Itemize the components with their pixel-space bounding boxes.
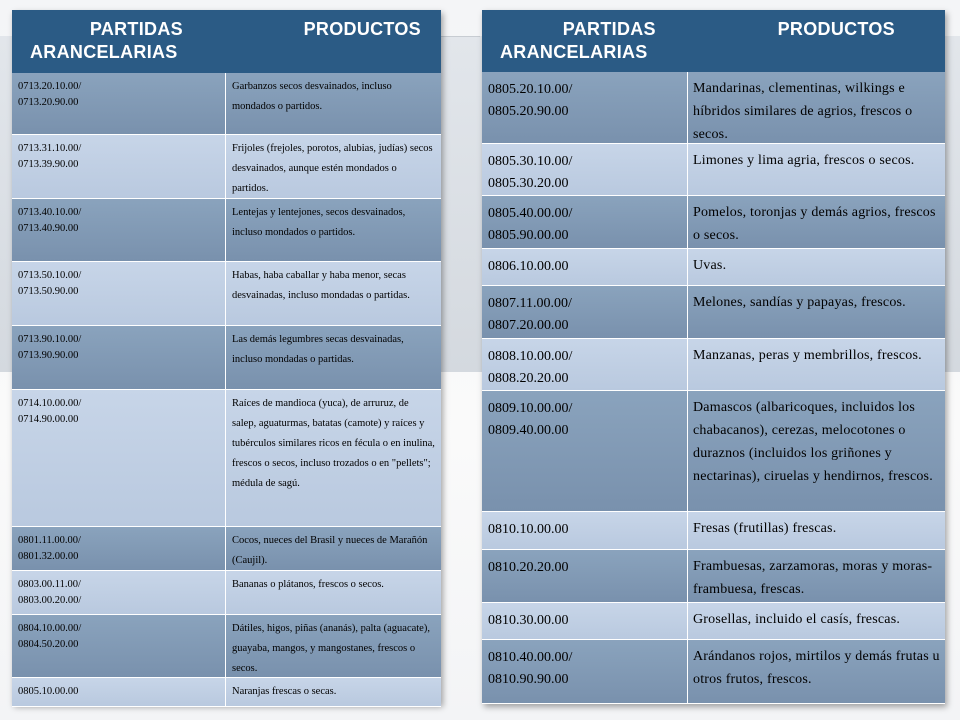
tariff-code: 0805.30.10.00/ 0805.30.20.00 [482,144,688,195]
product-description: Grosellas, incluido el casís, frescas. [693,612,901,627]
header-productos: PRODUCTOS [303,19,421,39]
header-productos: PRODUCTOS [777,19,895,39]
product-description: Dátiles, higos, piñas (ananás), palta (aguacate), guayaba, mangos, y mangostanes, frescos o secos. [232,623,430,674]
product-description: Melones, sandías y papayas, frescos. [693,295,906,310]
left-table-body [12,73,441,707]
product-description: Uvas. [693,258,727,273]
product-description: Garbanzos secos desvainados, incluso mondados o partidos. [232,81,392,112]
tariff-code: 0810.10.00.00 [482,512,688,549]
product-description: Frijoles (frejoles, porotos, alubias, judías) secos desvainados, aunque estén mondados o partidos. [232,143,433,194]
right-table-body [482,72,945,704]
table-row [482,512,945,550]
header-arancelarias: ARANCELARIAS [500,42,648,62]
product-description: Lentejas y lentejones, secos desvainados, incluso mondados o partidos. [232,207,406,238]
table-row [482,196,945,249]
header-partidas: PARTIDAS [562,19,656,39]
tariff-code: 0713.50.10.00/ 0713.50.90.00 [12,262,226,325]
tariff-code: 0804.10.00.00/ 0804.50.20.00 [12,615,226,677]
product-description: Raíces de mandioca (yuca), de arruruz, de salep, aguaturmas, batatas (camote) y raíces y tubérculos similares ricos en fécula o en inulina, frescos o secos, incluso trozados o en "pellets"; médula de sagú. [232,398,435,489]
tariff-code: 0805.40.00.00/ 0805.90.00.00 [482,196,688,248]
table-row [482,391,945,512]
table-row [482,249,945,286]
tariff-code: 0713.31.10.00/ 0713.39.90.00 [12,135,226,198]
header-partidas: PARTIDAS [89,19,183,39]
tariff-code: 0810.40.00.00/ 0810.90.90.00 [482,640,688,703]
tariff-code: 0713.20.10.00/ 0713.20.90.00 [12,73,226,134]
table-row [12,262,441,326]
table-row [482,603,945,640]
product-description: Limones y lima agria, frescos o secos. [693,153,915,168]
product-description: Fresas (frutillas) frescas. [693,521,837,536]
tariff-code: 0810.30.00.00 [482,603,688,639]
table-row [12,390,441,527]
tariff-code: 0803.00.11.00/ 0803.00.20.00/ [12,571,226,614]
table-row [12,199,441,262]
tariff-code: 0801.11.00.00/ 0801.32.00.00 [12,527,226,570]
table-row [482,286,945,339]
tariff-code: 0713.40.10.00/ 0713.40.90.00 [12,199,226,261]
product-description: Damascos (albaricoques, incluidos los chabacanos), cerezas, melocotones o duraznos (incluidos los griñones y nectarinas), ciruelas y hendirnos, frescos. [693,400,933,484]
tariff-code: 0805.10.00.00 [12,678,226,706]
product-description: Mandarinas, clementinas, wilkings e híbridos similares de agrios, frescos o secos. [693,81,913,142]
table-row [482,339,945,391]
product-description: Bananas o plátanos, frescos o secos. [232,579,384,590]
tariff-code: 0809.10.00.00/ 0809.40.00.00 [482,391,688,511]
tariff-code: 0714.10.00.00/ 0714.90.00.00 [12,390,226,526]
table-row [12,135,441,199]
product-description: Cocos, nueces del Brasil y nueces de Marañón (Caujil). [232,535,428,566]
table-row [12,678,441,707]
tariff-code: 0807.11.00.00/ 0807.20.00.00 [482,286,688,338]
product-description: Pomelos, toronjas y demás agrios, frescos o secos. [693,205,936,243]
left-tariff-table [12,10,441,704]
table-row [482,550,945,603]
left-table-header [12,10,441,73]
product-description: Arándanos rojos, mirtilos y demás frutas u otros frutos, frescos. [693,649,940,687]
header-arancelarias: ARANCELARIAS [30,42,178,62]
tariff-code: 0810.20.20.00 [482,550,688,602]
tariff-code: 0806.10.00.00 [482,249,688,285]
table-row [482,144,945,196]
product-description: Las demás legumbres secas desvainadas, incluso mondadas o partidas. [232,334,404,365]
right-tariff-table [482,10,945,704]
tariff-code: 0713.90.10.00/ 0713.90.90.00 [12,326,226,389]
table-row [482,72,945,144]
product-description: Habas, haba caballar y haba menor, secas desvainadas, incluso mondadas o partidas. [232,270,410,301]
table-row [12,326,441,390]
table-row [482,640,945,704]
product-description: Naranjas frescas o secas. [232,686,337,697]
table-row [12,571,441,615]
table-row [12,615,441,678]
background-frame [440,36,480,687]
product-description: Manzanas, peras y membrillos, frescos. [693,348,922,363]
product-description: Frambuesas, zarzamoras, moras y moras-frambuesa, frescas. [693,559,933,597]
table-row [12,73,441,135]
tariff-code: 0805.20.10.00/ 0805.20.90.00 [482,72,688,143]
table-row [12,527,441,571]
tariff-code: 0808.10.00.00/ 0808.20.20.00 [482,339,688,390]
right-table-header [482,10,945,72]
